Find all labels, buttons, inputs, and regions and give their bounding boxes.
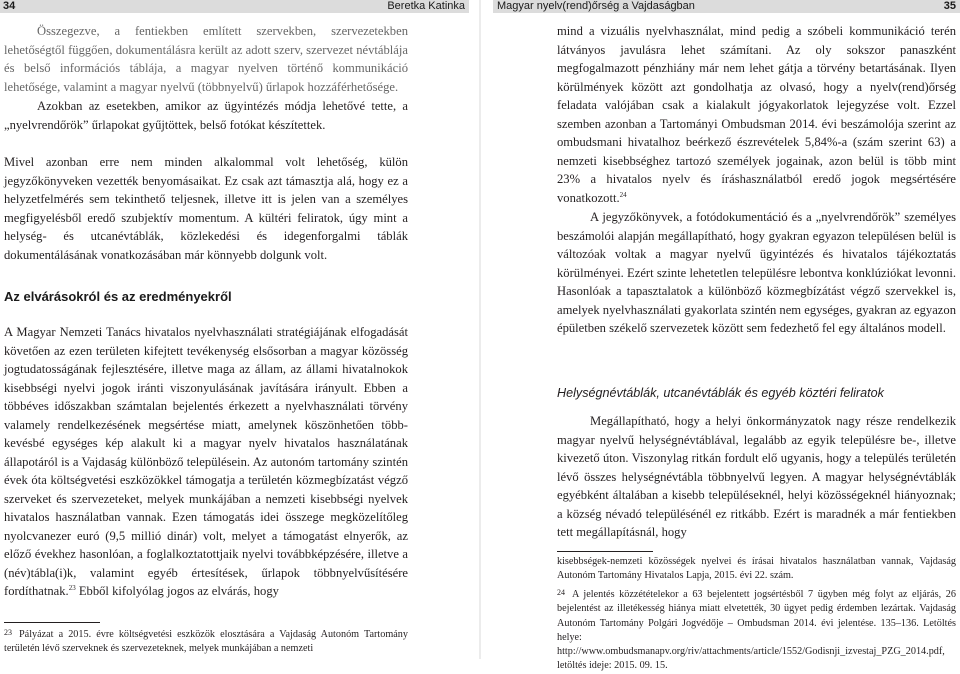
- paragraph-ombudsman: [557, 22, 956, 207]
- footnote-number: 23: [4, 628, 12, 637]
- footnote-text: Pályázat a 2015. évre költségvetési eszközök elosztására a Vajdaság Autonóm Tartomány területén lévő szerveknek és szervezeteknek, melyek munkájában a nemzeti: [4, 629, 408, 655]
- paragraph-council-text: A Magyar Nemzeti Tanács hivatalos nyelvhasználati stratégiájának elfogadását követően az ezen területen kifejtett tevékenység elsősorban a magyar közösség jogtudatosságának fejlesztésére, illetve maga az állam, az állami hivatalnokok kisebbségi nyelvi jogok iránti viszonyulásának javítására irányult. Ebben a többéves időszakban számtalan bejelentés érkezett a nyelvhasználati törvény valamely rendelkezésének megsértése miatt, amelynek köszönhetően több-kevésbé egységes kép alakult ki a magyar nyelv hivatalos használatának állapotáról is a Vajdaság különböző településein. Az autonóm tartomány szintén évek óta költségvetési eszközökkel támogatja a területén közmegbízatást végző szerveket és szervezeteket, melyek munkájában a nemzeti kisebbségi nyelvek hivatalos használatban vannak. Ezen támogatás idei összege megközelítőleg nyolcvanezer euró (9,5 millió dinár) volt, melyet a támogatást elnyerők, az előző évekhez hasonlóan, a foglalkoztatottjaik nyelvi továbbképzésére, illetve a (név)tábla(i)k, valamint egyéb értesítések, űrlapok többnyelvűsítésére fordíthatnak.: [4, 325, 408, 598]
- page-number: 34: [3, 0, 16, 12]
- footnote-text: A jelentés közzétételekor a 63 bejelentett jogsértésből 7 ügyben még folyt az eljárás, 26 bejelentést az illetékesség hiánya miatt elvetették, 30 ügyet pedig érdemben lezártak. Vajdaság Autonóm Tartomány Polgári Jogvédője – Ombudsman 2014. évi jelentése. 135–136. Letöltés helye: http://www.ombudsmanapv.org/riv/attachments/article/1552/Godisnji_izvestaj_PZG_2014.pdf, letöltés ideje: 2015. 09. 15.: [557, 589, 956, 672]
- paragraph-council: [4, 323, 408, 601]
- footnote-divider: [4, 622, 100, 623]
- paragraph-ombudsman-text: mind a vizuális nyelvhasználat, mind pedig a szóbeli kommunikáció terén látványos javulásra lehet számítani. Az oly sokszor panaszként megfogalmazott pénzhiány már nem lehet gátja a törvény betartásának. Ilyen körülmények között azt gondolhatja az olvasó, hogy a nyelv(rend)őrség feladata valójában csak a kialakult jógyakorlatok lejegyzése volt. Ezzel szemben azonban a Tartományi Ombudsman 2014. évi beszámolója szerint az ombudsmani hivatalhoz beérkező észrevételek 5,84%-a (szám szerint 63) a nemzeti kisebbséghez tartozó személyek jogainak, azon belül is több mint 23% a hivatalos nyelv és íráshasználatból eredő jogok megsértésére vonatkozott.: [557, 24, 956, 205]
- footnote-reference: 24: [619, 190, 627, 199]
- footnote-number: 24: [557, 588, 565, 597]
- footnote-continuation: kisebbségek-nemzeti közösségek nyelvei és írásai hivatalos használatban vannak, Vajdaság Autonóm Tartomány Hivatalos Lapja, 2015. évi 22. szám.: [557, 556, 956, 582]
- footnote: [557, 586, 956, 674]
- page-number: 35: [943, 0, 956, 12]
- left-page-header: [0, 0, 469, 13]
- running-head-title: Magyar nyelv(rend)őrség a Vajdaságban: [497, 0, 695, 12]
- right-page: [480, 0, 960, 672]
- paragraph-forms: Azokban az esetekben, amikor az ügyintézés módja lehetővé tette, a „nyelvrendőrök” űrlapokat gyűjtöttek, belső fotókat készítettek.: [4, 99, 408, 132]
- section-heading: Az elvárásokról és az eredményekről: [4, 289, 232, 304]
- right-page-header: [493, 0, 960, 13]
- left-page: [0, 0, 480, 659]
- footnote: [4, 626, 408, 657]
- paragraph-council-tail: Ebből kifolyólag jogos az elvárás, hogy: [75, 584, 279, 598]
- section-heading: Helységnévtáblák, utcanévtáblák és egyéb köztéri feliratok: [557, 386, 884, 400]
- running-head-author: Beretka Katinka: [387, 0, 465, 12]
- paragraph-records: Mivel azonban erre nem minden alkalommal volt lehetőség, külön jegyzőkönyveken vezették benyomásaikat. Ez csak azt támasztja alá, hogy ez a helyzetfelmérés sem tekinthető teljesnek, illetve itt is jelen van a személyes megfigyelésből eredő szubjektív momentum. A kültéri feliratok, úgy mint a helység- és utcanévtáblák, közlekedési és idegenforgalmi táblák dokumentálásának vonatkozásában már könnyebb dolgunk volt.: [4, 155, 408, 262]
- paragraph-summary: Összegezve, a fentiekben említett szervekben, szervezetekben lehetőségtől függően, dokumentálásra került az adott szerv, szervezet névtáblája és belső információs táblája, a magyar nyelven történő kommunikáció lehetősége, valamint a magyar nyelvű (többnyelvű) űrlapok hozzáférhetősége.: [4, 24, 408, 94]
- paragraph-minutes: A jegyzőkönyvek, a fotódokumentáció és a „nyelvrendőrök” személyes beszámolói alapján megállapítható, hogy gyakran egyazon településen belül is változóak voltak a magyar nyelvű ügyintézés és hivatalos tájékoztatás körülményei. Ezért szinte lehetetlen településre lebontva konklúziókat levonni. Hasonlóak a tapasztalatok a különböző közmegbízátást végző szervekkel is, amelyek nyelvhasználati gyakorlata szintén nem egységes, gyakran az egyazon épületben székelő szervezetek között sem fedezhető fel egy általános modell.: [557, 210, 956, 335]
- footnote-divider: [557, 551, 653, 552]
- paragraph-signs: Megállapítható, hogy a helyi önkormányzatok nagy része rendelkezik magyar nyelvű helységnévtáblával, legalább az egyik településre be-, illetve kivezető úton. Viszonylag ritkán fordult elő ugyanis, hogy a település területén lévő összes helységnévtábla többnyelvű legyen. A magyar helységnévtáblák egyébként általában a kisebb településeknél, helyi közösségeknél hiányoznak; a község névadó településénél ez ritkább. Ezért is maradnék a már fentiekben tett megállapításnál, hogy: [557, 414, 956, 539]
- footnote-reference: 23: [68, 583, 76, 592]
